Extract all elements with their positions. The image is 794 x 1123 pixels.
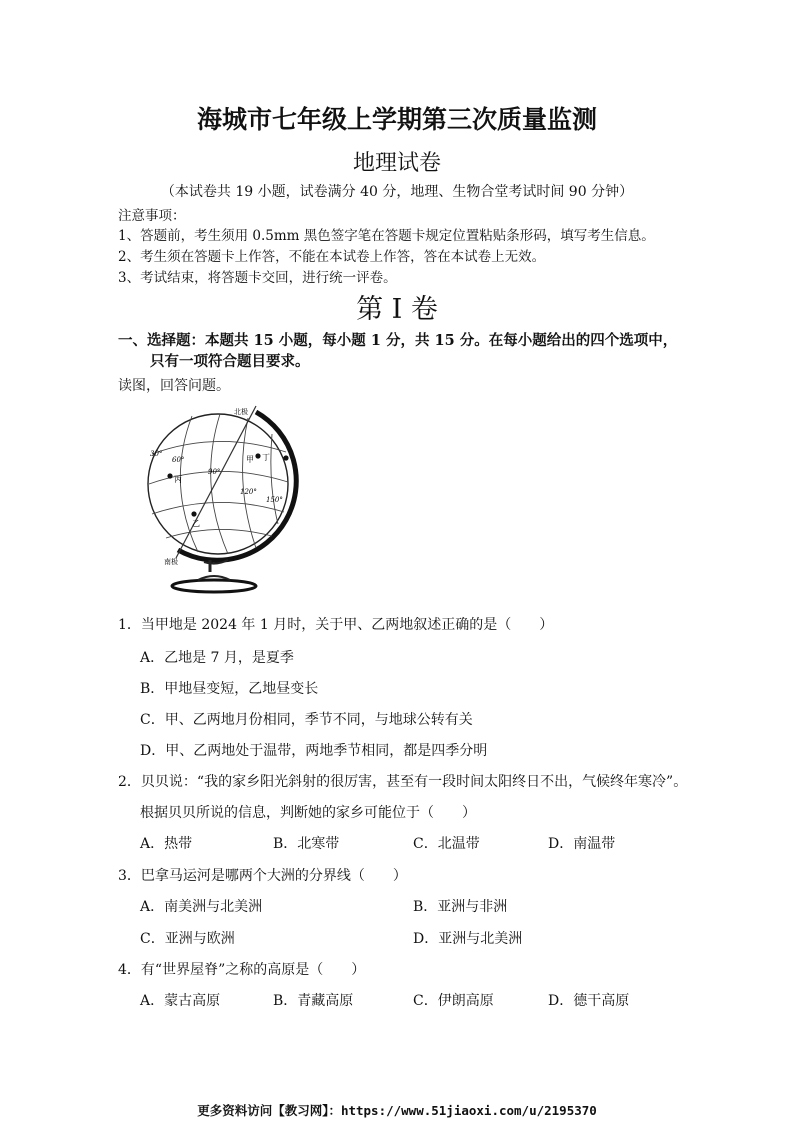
question-2-stem: 2．贝贝说：“我的家乡阳光斜射的很厉害，甚至有一段时间太阳终日不出，气候终年寒冷”。 bbox=[118, 774, 688, 790]
globe-sphere bbox=[148, 414, 288, 554]
question-1-option-c: C．甲、乙两地月份相同，季节不同，与地球公转有关 bbox=[140, 712, 473, 728]
lon-60-label: 60° bbox=[172, 456, 185, 464]
globe-figure bbox=[138, 400, 308, 595]
notice-item: 3、考试结束，将答题卡交回，进行统一评卷。 bbox=[118, 270, 397, 286]
question-1-option-d: D．甲、乙两地处于温带，两地季节相同，都是四季分明 bbox=[140, 743, 488, 759]
volume-heading: 第 I 卷 bbox=[356, 294, 438, 325]
question-2-option-d: D．南温带 bbox=[548, 836, 616, 852]
question-3-option-d: D．亚洲与北美洲 bbox=[413, 931, 523, 947]
question-4-option-a: A．蒙古高原 bbox=[140, 993, 221, 1009]
point-jia-label: 甲 bbox=[246, 455, 254, 464]
exam-subtitle: 地理试卷 bbox=[352, 151, 441, 176]
north-pole-label: 北极 bbox=[234, 408, 248, 416]
question-4-stem: 4．有“世界屋脊”之称的高原是（ ） bbox=[118, 962, 366, 978]
notice-item: 1、答题前，考生须用 0.5mm 黑色签字笔在答题卡规定位置粘贴条形码，填写考生信息。 bbox=[118, 228, 655, 244]
question-2-option-a: A．热带 bbox=[140, 836, 193, 852]
lon-150-label: 150° bbox=[266, 496, 283, 504]
exam-note: （本试卷共 19 小题，试卷满分 40 分，地理、生物合堂考试时间 90 分钟） bbox=[160, 184, 634, 200]
notice-item: 2、考生须在答题卡上作答，不能在本试卷上作答，答在本试卷上无效。 bbox=[118, 249, 546, 265]
point-bing-label: 丙 bbox=[174, 475, 182, 484]
meridian-ring bbox=[178, 412, 296, 560]
question-2-option-b: B．北寒带 bbox=[273, 836, 340, 852]
south-pole-label: 南极 bbox=[164, 558, 178, 566]
section-heading-cont: 只有一项符合题目要求。 bbox=[150, 353, 310, 370]
question-4-option-d: D．德干高原 bbox=[548, 993, 630, 1009]
globe-base bbox=[172, 580, 256, 592]
question-2-stem-cont: 根据贝贝所说的信息，判断她的家乡可能位于（ ） bbox=[140, 805, 476, 821]
question-3-option-c: C．亚洲与欧洲 bbox=[140, 931, 235, 947]
question-3-option-a: A．南美洲与北美洲 bbox=[140, 899, 263, 915]
question-2-option-c: C．北温带 bbox=[413, 836, 480, 852]
question-1-option-a: A．乙地是 7 月，是夏季 bbox=[140, 650, 294, 666]
exam-title: 海城市七年级上学期第三次质量监测 bbox=[196, 105, 597, 134]
question-4-option-b: B．青藏高原 bbox=[273, 993, 354, 1009]
question-3-option-b: B．亚洲与非洲 bbox=[413, 899, 508, 915]
question-1-stem: 1．当甲地是 2024 年 1 月时，关于甲、乙两地叙述正确的是（ ） bbox=[118, 617, 554, 633]
question-3-stem: 3．巴拿马运河是哪两个大洲的分界线（ ） bbox=[118, 868, 407, 884]
figure-intro: 读图，回答问题。 bbox=[118, 378, 230, 394]
lon-90-label: 90° bbox=[208, 468, 221, 476]
lat-30-label: 30° bbox=[150, 450, 163, 458]
notice-heading: 注意事项： bbox=[118, 208, 186, 224]
question-1-option-b: B．甲地昼变短，乙地昼变长 bbox=[140, 681, 319, 697]
point-ding-label: 丁 bbox=[262, 453, 270, 462]
lon-120-label: 120° bbox=[240, 488, 257, 496]
section-heading: 一、选择题：本题共 15 小题，每小题 1 分，共 15 分。在每小题给出的四个选项中， bbox=[118, 332, 678, 349]
footer-link[interactable]: 更多资料访问【教习网】：https://www.51jiaoxi.com/u/2195370 bbox=[197, 1103, 597, 1118]
question-4-option-c: C．伊朗高原 bbox=[413, 993, 494, 1009]
point-yi-label: 乙 bbox=[192, 519, 200, 528]
